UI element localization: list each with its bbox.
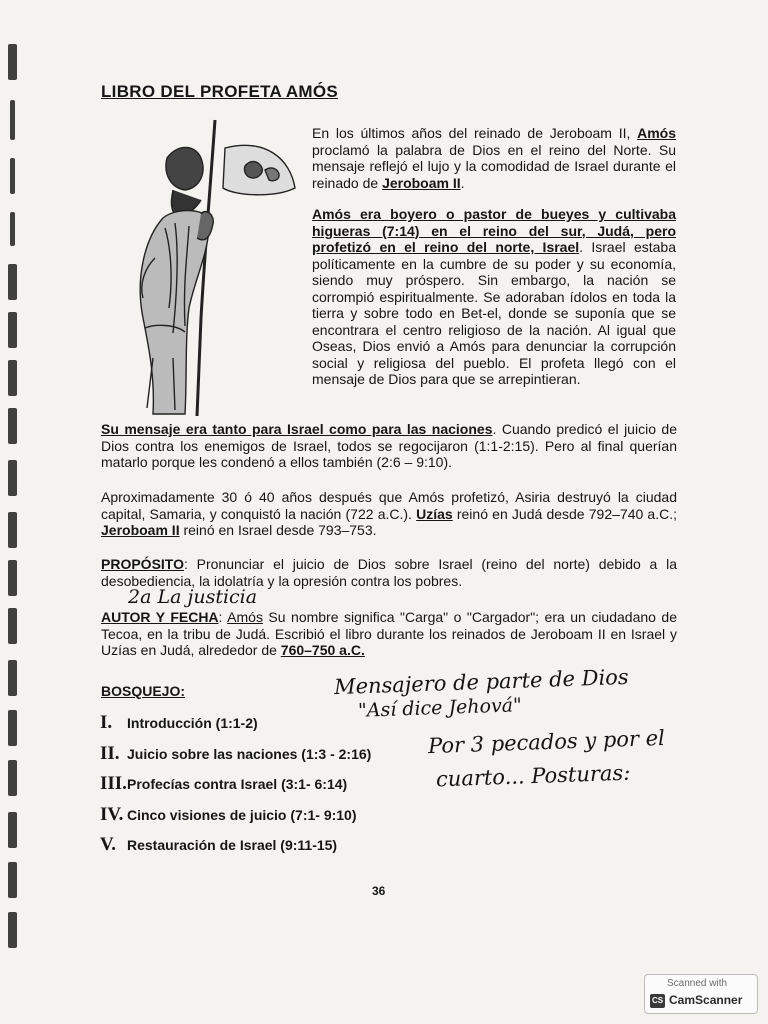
ring-binding	[6, 40, 26, 970]
handwritten-note-three-sins: Por 3 pecados y por el	[427, 725, 666, 759]
handwritten-note-fourth: cuarto... Posturas:	[435, 760, 631, 792]
camscanner-watermark: Scanned with CS CamScanner	[644, 974, 758, 1014]
outline-list	[100, 712, 420, 865]
history-paragraph: Aproximadamente 30 ó 40 años después que Amós profetizó, Asiria destruyó la ciudad capital, Samaria, y conquistó la nación (722 a.C.). Uzías reinó en Judá desde 792–740 a.C.; Jeroboam II reinó en Israel desde 793–753.	[101, 489, 678, 538]
intro-paragraph-1: En los últimos años del reinado de Jeroboam II, Amós proclamó la palabra de Dios en el reino del Norte. Su mensaje reflejó el lujo y la comodidad de Israel durante el reinado de Jeroboam II.	[312, 125, 676, 191]
purpose-paragraph: PROPÓSITO: Pronunciar el juicio de Dios sobre Israel (reino del norte) debido a la desobediencia, la idolatría y la opresión contra los pobres.	[101, 556, 677, 589]
outline-item: III. Profecías contra Israel (3:1- 6:14)	[100, 773, 348, 794]
intro-paragraph-2: Amós era boyero o pastor de bueyes y cultivaba higueras (7:14) en el reino del sur, Judá, pero profetizó en el reino del norte, Israel. Israel estaba políticamente en la cumbre de su poder y su economía, siendo muy próspero. Sin embargo, la nación se corrompió espiritualmente. Se adoraban ídolos en toda la tierra y sobre todo en Bet-el, donde se suponía que se encontrara el centro religioso de la nación. Al igual que Oseas, Dios envió a Amós para denunciar la corrupción social y religiosa del pueblo. El profeta llegó con el mensaje de Dios para que se arrepintieran.	[312, 206, 676, 387]
author-paragraph: AUTOR Y FECHA: Amós Su nombre significa "Carga" o "Cargador"; era un ciudadano de Tecoa, en la tribu de Judá. Escribió el libro durante los reinados de Jeroboam II en Israel y Uzías en Judá, alrededor de 760–750 a.C.	[101, 609, 677, 658]
message-paragraph: Su mensaje era tanto para Israel como para las naciones. Cuando predicó el juicio de Dios contra los enemigos de Israel, todos se regocijaron (1:1-2:15). Pero al final querían matarlo porque les condenó a ellos también (2:6 – 9:10).	[101, 421, 678, 470]
page-number: 36	[372, 884, 386, 898]
outline-label: BOSQUEJO:	[101, 683, 186, 699]
camscanner-logo-icon: CS	[650, 994, 665, 1008]
handwritten-note-messenger: Mensajero de parte de Dios	[333, 664, 629, 700]
page-title: LIBRO DEL PROFETA AMÓS	[101, 82, 339, 101]
handwritten-note-thus-says: "Así dice Jehová"	[357, 694, 523, 722]
outline-item: IV. Cinco visiones de juicio (7:1- 9:10)	[100, 803, 357, 825]
outline-item: V. Restauración de Israel (9:11-15)	[100, 834, 338, 855]
handwritten-note-justice: 2a La justicia	[128, 586, 258, 608]
outline-item: II. Juicio sobre las naciones (1:3 - 2:16)	[100, 742, 372, 764]
outline-item: I. Introducción (1:1-2)	[100, 712, 258, 733]
prophet-illustration	[115, 118, 300, 416]
